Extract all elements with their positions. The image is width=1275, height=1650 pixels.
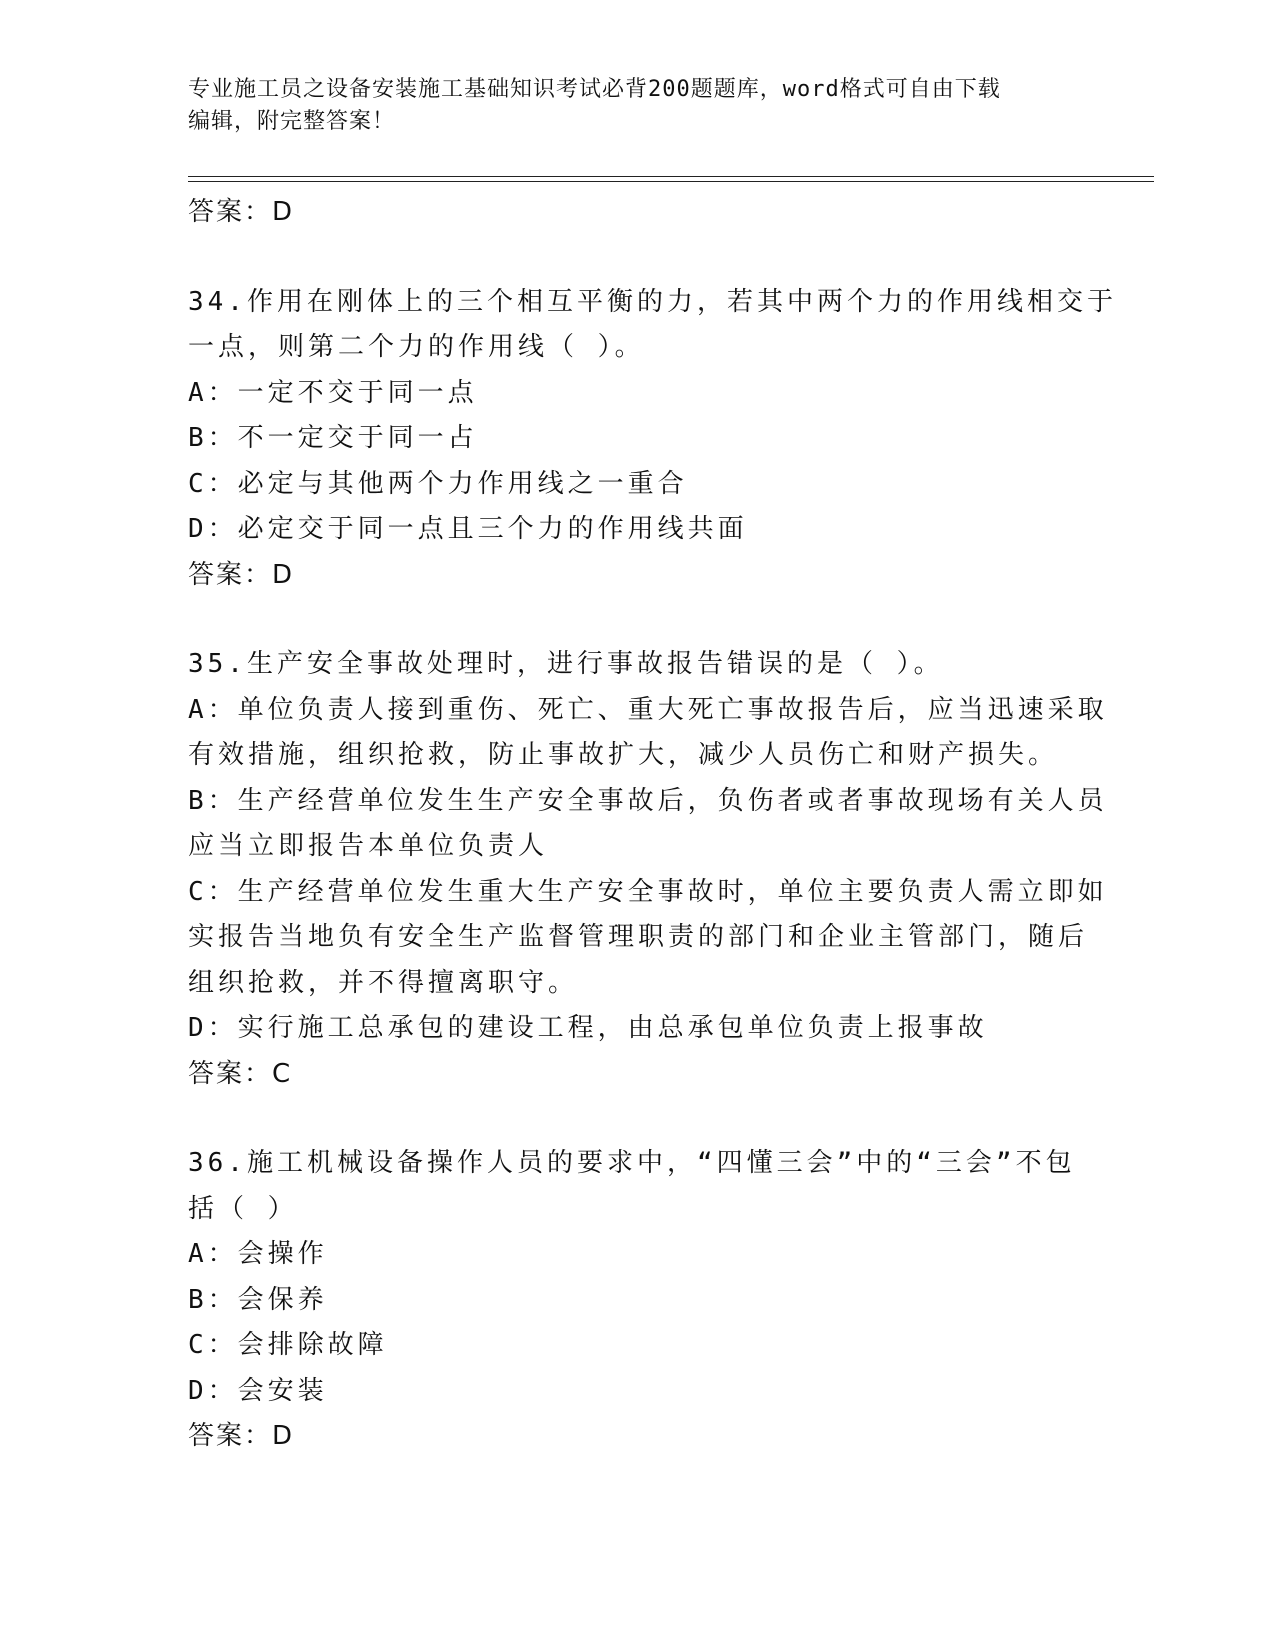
header-title-line-1: 专业施工员之设备安装施工基础知识考试必背200题题库，word格式可自由下载 [188,77,1001,102]
option-b-continued: 应当立即报告本单位负责人 [188,831,549,861]
question-list [188,190,1117,1460]
page-header [188,74,1068,138]
spacer [188,236,1088,280]
option-a: A：单位负责人接到重伤、死亡、重大死亡事故报告后，应当迅速采取 [188,694,1108,725]
spacer [188,1097,1088,1141]
option-c: C：必定与其他两个力作用线之一重合 [188,468,688,499]
header-divider-top [188,176,1154,177]
option-b: B：会保养 [188,1284,328,1315]
question-35 [188,642,1108,1097]
option-b: B：生产经营单位发生生产安全事故后，负伤者或者事故现场有关人员 [188,785,1108,816]
option-a: A：会操作 [188,1239,328,1269]
question-stem: 36.施工机械设备操作人员的要求中，“四懂三会”中的“三会”不包 [188,1148,1076,1178]
answer: 答案：D [188,1421,295,1451]
question-stem: 括（ ） [188,1193,298,1224]
answer: 答案：D [188,559,295,590]
question-36 [188,1141,1088,1460]
header-divider-bottom [188,181,1154,182]
option-d: D：实行施工总承包的建设工程，由总承包单位负责上报事故 [188,1013,988,1043]
option-b: B：不一定交于同一占 [188,423,478,453]
option-a-continued: 有效措施，组织抢救，防止事故扩大，减少人员伤亡和财产损失。 [188,740,1059,770]
question-stem: 34.作用在刚体上的三个相互平衡的力，若其中两个力的作用线相交于 [188,286,1117,317]
option-c: C：会排除故障 [188,1330,388,1360]
option-d: D：会安装 [188,1375,328,1406]
option-c: C：生产经营单位发生重大生产安全事故时，单位主要负责人需立即如 [188,876,1108,907]
spacer [188,598,1088,642]
question-34 [188,280,1117,599]
header-title-line-2: 编辑，附完整答案！ [188,109,396,134]
option-a: A：一定不交于同一点 [188,377,478,408]
answer: 答案：C [188,1058,293,1089]
option-d: D：必定交于同一点且三个力的作用线共面 [188,514,748,544]
question-stem: 一点，则第二个力的作用线（ ）。 [188,332,645,362]
option-c-continued: 实报告当地负有安全生产监督管理职责的部门和企业主管部门，随后 [188,922,1089,952]
option-c-continued: 组织抢救，并不得擅离职守。 [188,967,579,998]
previous-answer: 答案：D [188,197,295,227]
question-stem: 35.生产安全事故处理时，进行事故报告错误的是（ ）。 [188,649,944,679]
